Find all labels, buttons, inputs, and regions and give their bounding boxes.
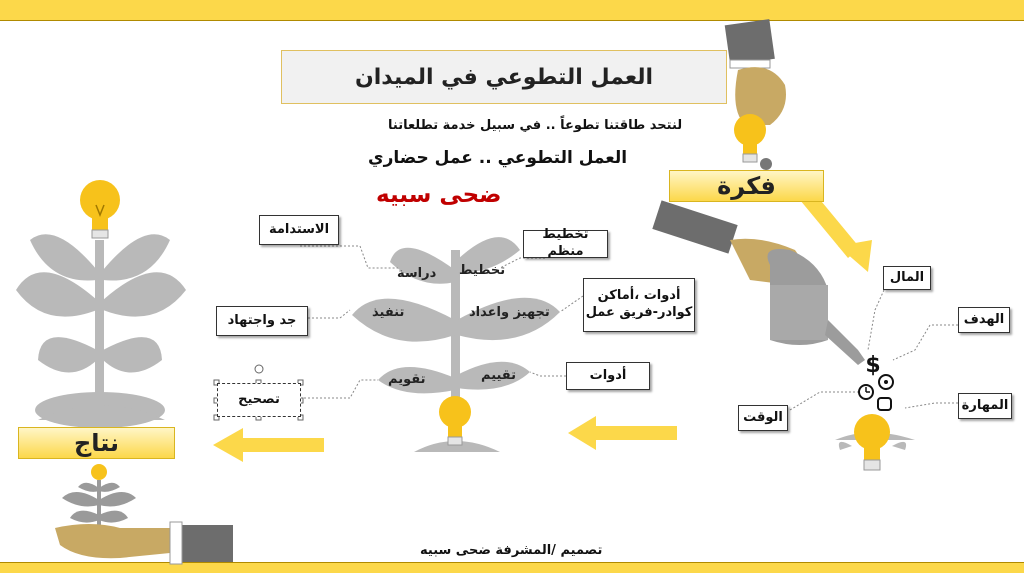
author-name: ضحى سبيه: [376, 182, 502, 208]
leaf-planning: تخطيط: [459, 263, 506, 278]
leaf-evaluation: تقييم: [481, 368, 517, 383]
callout-organized-planning: تخطيط منظم: [523, 230, 608, 258]
callout-sustainability: الاستدامة: [259, 215, 339, 245]
money-icon: [865, 353, 880, 378]
svg-text:$: $: [865, 353, 881, 378]
clock-icon: [859, 385, 873, 399]
subtitle-civilized: العمل التطوعي .. عمل حضاري: [368, 148, 628, 168]
leaf-correction: تقويم: [388, 372, 426, 387]
leaf-study: دراسة: [397, 266, 437, 281]
down-arrow-icon: [800, 190, 872, 272]
callout-tools-places-line1: أدوات ،أماكن: [597, 288, 681, 304]
bottom-right-lightbulb-icon: [835, 414, 915, 470]
callout-tools: أدوات: [566, 362, 650, 390]
gear-icon: [879, 375, 893, 389]
leaf-execution: تنفيذ: [372, 305, 405, 320]
callout-effort: جد واجتهاد: [216, 306, 308, 336]
small-plant-icon: [62, 464, 136, 530]
callout-tools-places: [583, 278, 695, 332]
left-arrow-icon: [568, 416, 677, 450]
resource-goal-box: الهدف: [958, 307, 1010, 333]
callout-cadres-line2: كوادر-فريق عمل: [585, 305, 693, 320]
resource-money-box: المال: [883, 266, 931, 290]
center-lightbulb-icon: [439, 396, 471, 445]
subtitle-slogan: لنتحد طاقتنا تطوعاً .. في سبيل خدمة تطلعاتنا: [388, 118, 683, 133]
resource-time-box: الوقت: [738, 405, 788, 431]
left-arrow-icon: [213, 428, 324, 462]
idea-label: فكرة: [669, 170, 824, 202]
callout-correction: تصحيح: [217, 383, 301, 417]
footer-credit: تصميم /المشرفة ضحى سبيه: [420, 543, 603, 558]
skill-icon: [878, 398, 891, 410]
hand-holding-bulb-icon: [725, 19, 786, 170]
resource-skill-box: المهارة: [958, 393, 1012, 419]
left-plant-icon: [16, 234, 186, 428]
page-title: العمل التطوعي في الميدان: [281, 50, 727, 104]
leaf-preparation: تجهيز واعداد: [469, 305, 550, 320]
left-lightbulb-icon: [80, 180, 120, 238]
hand-holding-plant-icon: [55, 522, 233, 564]
result-label: نتاج: [18, 427, 175, 459]
